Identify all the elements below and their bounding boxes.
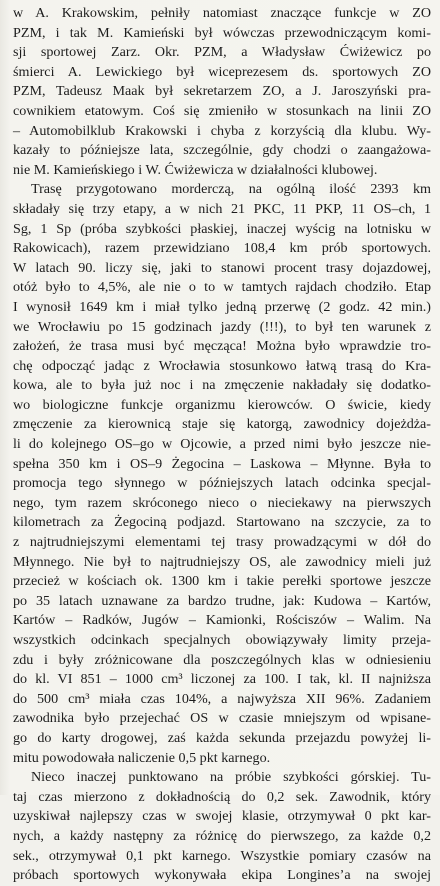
text-line: chę odpocząć jadąc z Wrocławia stosunkowo łatwą trasą do Kra- — [13, 357, 431, 374]
text-line: próbach sportowych wykonywała ekipa Longines’a na swojej — [13, 867, 431, 884]
text-line: PZM, i tak M. Kamieński był wówczas przewodniczącym komi- — [13, 24, 431, 41]
text-line: I wynosił 1649 km i miał tylko jedną przerwę (2 godz. 42 min.) — [13, 298, 431, 315]
text-line: sek., otrzymywał 0,1 pkt karnego. Wszystkie pomiary czasów na — [13, 847, 431, 864]
paragraph-3 — [13, 768, 431, 886]
text-line: zmęczenie za kierownicą staje się katorgą, zawodnicy dojeżdża- — [13, 416, 431, 433]
text-line: do kl. VI 851 – 1000 cm³ liczonej za 100. I tak, kl. II najniższa — [13, 671, 431, 688]
text-column — [13, 4, 431, 886]
text-line: zdu i były zróżnicowane dla poszczególnych klas w odniesieniu — [13, 651, 431, 668]
text-line: nego, tym razem skróconego nieco o nieciekawy na pierwszych — [13, 494, 431, 511]
text-line: spełna 350 km i OS–9 Żegocina – Laskowa – Młynne. Była to — [13, 455, 431, 472]
text-line: we Wrocławiu po 15 godzinach jazdy (!!!), to był ten warunek z — [13, 318, 431, 335]
text-line: Młynnego. Nie był to najtrudniejszy OS, ale zawodnicy mieli już — [13, 553, 431, 570]
text-line: kilometrach za Żegociną podjazd. Startowano na szczycie, za to — [13, 514, 431, 531]
text-line: do 500 cm³ miała czas 104%, a najwyższa XII 96%. Zadaniem — [13, 690, 431, 707]
text-line: – Automobilklub Krakowski i chyba z korzyścią dla klubu. Wy- — [13, 122, 431, 139]
text-line: w A. Krakowskim, pełniły natomiast znaczące funkcje w ZO — [13, 5, 431, 21]
text-line: przecież w kościach ok. 1300 km i takie perełki sportowe jeszcze — [13, 573, 431, 590]
text-line: li do kolejnego OS–go w Ojcowie, a przed nimi było jeszcze nie- — [13, 436, 431, 453]
text-line: wszystkich odcinkach specjalnych obowiązywały limity przeja- — [13, 632, 431, 648]
text-line: promocja tego słynnego w późniejszych latach odcinka specjal- — [13, 475, 431, 492]
text-line: z najtrudniejszymi elementami tej trasy prowadzącymi w dół do — [13, 534, 431, 551]
text-line: otóż było to 4,5%, ale nie o to w tamtych rajdach chodziło. Etap — [13, 279, 431, 296]
text-line: wo biologiczne funkcje organizmu kierowców. O świcie, kiedy — [13, 396, 431, 413]
text-line: cownikiem etatowym. Coś się zmieniło w stosunkach na linii ZO — [13, 102, 431, 119]
text-line: W latach 90. liczy się, jaki to stanowi procent trasy dojazdowej, — [13, 259, 431, 276]
text-line: Trasę przygotowano morderczą, na ogólną ilość 2393 km — [31, 181, 431, 198]
text-line: uzyskiwał najlepszy czas w swojej klasie, otrzymywał 0 pkt kar- — [13, 808, 431, 825]
text-line: nych, a każdy następny za różnicę do pierwszego, za każde 0,2 — [13, 827, 431, 844]
text-line: taj czas mierzono z dokładnością do 0,2 sek. Zawodnik, który — [13, 788, 431, 805]
text-line: nie M. Kamieńskiego i W. Ćwiżewicza w działalności klubowej. — [13, 161, 378, 178]
text-line: kazały to późniejsze lata, szczególnie, gdy chodzi o zaangażowa- — [13, 142, 431, 159]
text-line: założeń, że trasa musi być męcząca! Można było wprawdzie tro- — [13, 338, 431, 355]
text-line: mitu powodowała naliczenie 0,5 pkt karnego. — [13, 749, 271, 766]
text-line: po 35 latach uznawane za bardzo trudne, jak: Kudowa – Kartów, — [13, 592, 431, 609]
paragraph-2 — [13, 180, 431, 768]
text-line: Nieco inaczej punktowano na próbie szybkości górskiej. Tu- — [31, 769, 431, 786]
text-line: sji sportowej Zarz. Okr. PZM, a Władysław Ćwiżewicz po — [13, 44, 431, 61]
text-line: śmierci A. Lewickiego był wiceprezesem ds. sportowych ZO — [13, 63, 431, 80]
text-line: składały się trzy etapy, a w nich 21 PKC, 11 PKP, 11 OS–ch, 1 — [13, 200, 431, 217]
text-line: Sg, 1 Sp (próba szybkości płaskiej, inaczej wyścig na lotnisku w — [13, 220, 431, 237]
text-line: PZM, Tadeusz Maak był sekretarzem ZO, a J. Jaroszyński pra- — [13, 83, 431, 100]
text-line: Kartów – Radków, Jugów – Kamionki, Rościszów – Walim. Na — [13, 612, 431, 629]
text-line: zawodnika było przejechać OS w czasie mniejszym od wpisane- — [13, 710, 431, 727]
text-line: kowa, ale to była już noc i na zmęczenie nakładały się dodatko- — [13, 377, 431, 394]
text-line: Rakowicach), razem przewidziano 108,4 km prób sportowych. — [13, 240, 431, 257]
paragraph-1 — [13, 4, 431, 180]
text-line: go do karty drogowej, zaś każda sekunda przejazdu powyżej li- — [13, 729, 431, 746]
